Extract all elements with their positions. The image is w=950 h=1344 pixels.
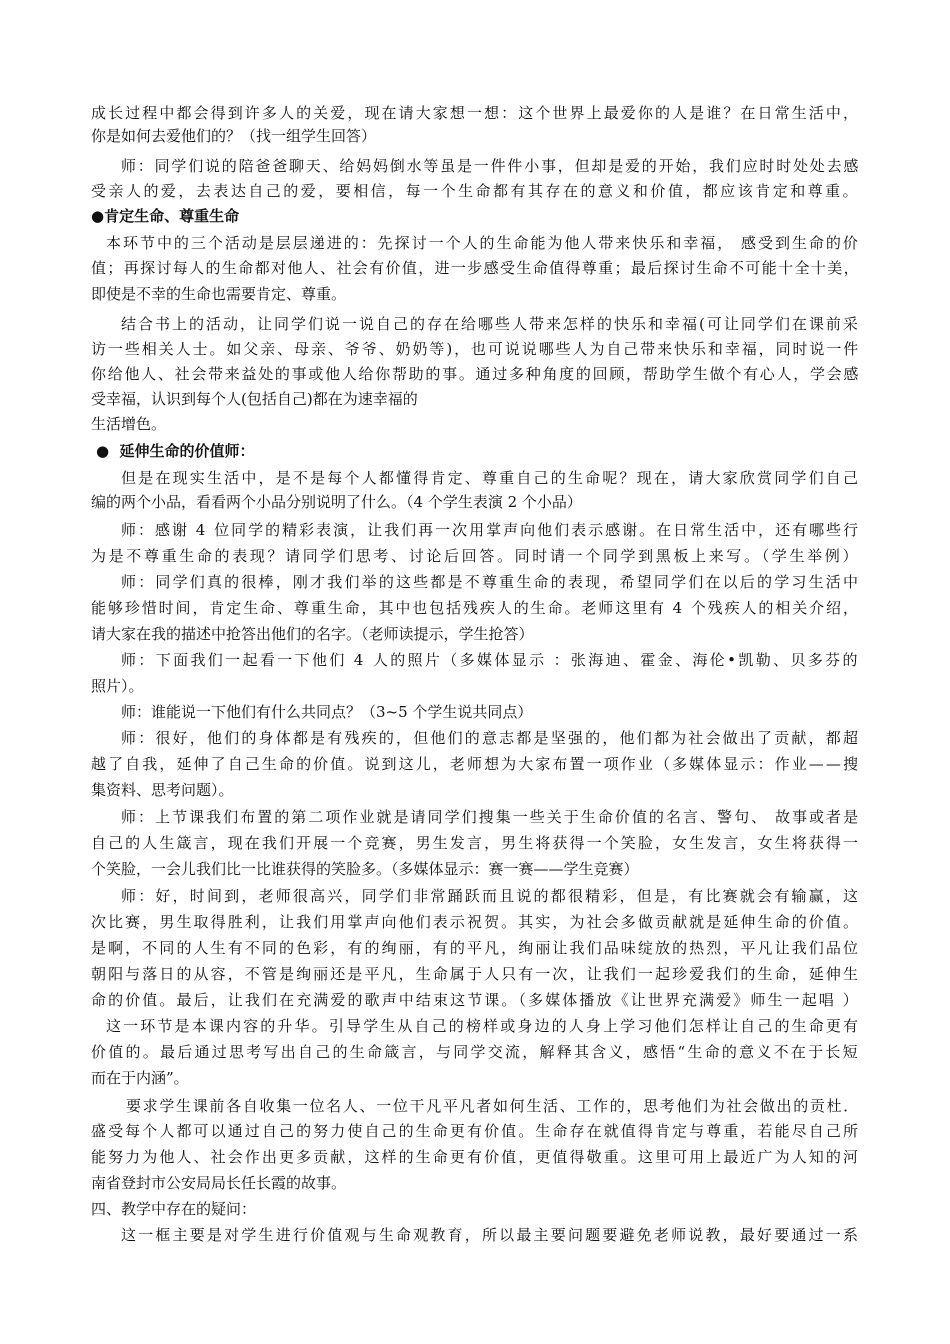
text-line: 你给他人、社会带来益处的事或他人给你帮助的事。通过多种角度的回顾，帮助学生做个有心人，学会感 (91, 365, 861, 383)
text-line: 为是不尊重生命的表现？请同学们思考、讨论后回答。同时请一个同学到黑板上来写。（学生举例） (91, 547, 861, 565)
text-line: 个笑脸，一会儿我们比一比谁获得的笑脸多。（多媒体显示：赛一赛——学生竞赛） (91, 860, 639, 878)
text-line: 成长过程中都会得到许多人的关爱，现在请大家想一想：这个世界上最爱你的人是谁？在日常生活中， (91, 104, 861, 122)
text-line: 能够珍惜时间，肯定生命、尊重生命，其中也包括残疾人的生命。老师这里有 4 个残疾人的相关介绍， (91, 599, 860, 617)
text-line: 次比赛，男生取得胜利，让我们用掌声向他们表示祝贺。其实，为社会多做贡献就是延伸生命的价值。 (91, 913, 861, 931)
text-line: 请大家在我的描述中抢答出他们的名字。（老师读提示，学生抢答） (91, 625, 534, 643)
text-line: 生活增色。 (91, 415, 167, 433)
text-line: 是啊，不同的人生有不同的色彩，有的绚丽，有的平凡，绚丽让我们品味绽放的热烈，平凡让我们品位 (91, 939, 861, 957)
text-line: 师：下面我们一起看一下他们 4 人的照片（多媒体显示 ：张海迪、霍金、海伦•凯勒、贝多芬的 (121, 651, 860, 669)
text-line: 值；再探讨每人的生命都对他人、社会有价值，进一步感受生命值得尊重；最后探讨生命不可能十全十美， (91, 259, 860, 277)
text-line: 能努力为他人、社会作出更多贡献，这样的生命更有价值，更值得敬重。这里可用上最近广为人知的河 (91, 1148, 861, 1166)
text-line: 你是如何去爱他们的？（找一组学生回答） (91, 127, 377, 145)
text-line: 价值的。最后通过思考写出自己的生命箴言，与同学交流，解释其含义，感悟“生命的意义不在于长短 (91, 1043, 860, 1061)
text-line: 师：好，时间到，老师很高兴，同学们非常踊跃而且说的都很精彩，但是，有比赛就会有输赢，这 (121, 887, 861, 905)
text-line: 自己的人生箴言，现在我们开展一个竞赛，男生发言，男生将获得一个笑脸，女生发言，女生将获得一 (91, 834, 861, 852)
text-line: 南省登封市公安局局长任长霞的故事。 (91, 1174, 347, 1192)
text-line: 集资料、思考问题）。 (91, 781, 234, 799)
text-line: 盛受每个人都可以通过自己的努力使自己的生命更有价值。生命存在就值得肯定与尊重，若能尽自己所 (91, 1122, 861, 1140)
text-line: 本环节中的三个活动是层层递进的：先探讨一个人的生命能为他人带来快乐和幸福， 感受到生命的价 (106, 234, 860, 252)
text-line: 受亲人的爱，去表达自己的爱，要相信，每一个生命都有其存在的意义和价值，都应该肯定和尊重。 (91, 182, 861, 200)
section-heading: 四、教学中存在的疑问： (91, 1200, 257, 1218)
text-line: 结合书上的活动，让同学们说一说自己的存在给哪些人带来怎样的快乐和幸福(可让同学们在课前采 (121, 315, 860, 333)
text-line: 命的价值。最后，让我们在充满爱的歌声中结束这节课。（多媒体播放《让世界充满爱》师生一起唱 ） (91, 991, 860, 1009)
text-line: 照片）。 (91, 677, 144, 695)
section-heading: ●肯定生命、尊重生命 (91, 207, 240, 225)
text-line: 师：同学们真的很棒，刚才我们举的这些都是不尊重生命的表现，希望同学们在以后的学习生活中 (121, 573, 861, 591)
section-heading: ● 延伸生命的价值师： (96, 442, 255, 460)
text-line: 而在于内涵”。 (91, 1069, 189, 1087)
text-line: 要求学生课前各自收集一位名人、一位干凡平凡者如何生活、工作的，思考他们为社会做出的贡杜． (126, 1097, 860, 1115)
text-line: 师：感谢 4 位同学的精彩表演，让我们再一次用掌声向他们表示感谢。在日常生活中，还有哪些行 (121, 521, 861, 539)
text-line: 师：上节课我们布置的第二项作业就是请同学们搜集一些关于生命价值的名言、警句、 故事或者是 (121, 808, 861, 826)
text-line: 但是在现实生活中，是不是每个人都懂得肯定、尊重自己的生命呢？现在，请大家欣赏同学们自己 (121, 469, 861, 487)
text-line: 即使是不幸的生命也需要肯定、尊重。 (91, 285, 347, 303)
text-line: 师：很好，他们的身体都是有残疾的，但他们的意志都是坚强的，他们都为社会做出了贡献，都超 (121, 729, 861, 747)
text-line: 这一环节是本课内容的升华。引导学生从自己的榜样或身边的人身上学习他们怎样让自己的生命更有 (106, 1017, 861, 1035)
text-line: 访一些相关人士。如父亲、母亲、爷爷、奶奶等)，也可说说哪些人为自己带来快乐和幸福，同时说一件 (91, 340, 861, 358)
text-line: 朝阳与落日的从容，不管是绚丽还是平凡，生命属于人只有一次，让我们一起珍爱我们的生命，延伸生 (91, 965, 861, 983)
text-line: 编的两个小品，看看两个小品分别说明了什么。（4 个学生表演 2 个小品） (91, 493, 582, 511)
text-line: 师：同学们说的陪爸爸聊天、给妈妈倒水等虽是一件件小事，但却是爱的开始，我们应时时处处去感 (121, 157, 861, 175)
text-line: 越了自我，延伸了自己生命的价值。说到这儿，老师想为大家布置一项作业（多媒体显示：作业——搜 (91, 755, 861, 773)
text-line: 受幸福，认识到每个人(包括自己)都在为速幸福的 (91, 390, 418, 408)
text-line: 师：谁能说一下他们有什么共同点？（3~5 个学生说共同点） (121, 703, 533, 721)
text-line: 这一框主要是对学生进行价值观与生命观教育，所以最主要问题要避免老师说教，最好要通过一系 (121, 1226, 861, 1244)
